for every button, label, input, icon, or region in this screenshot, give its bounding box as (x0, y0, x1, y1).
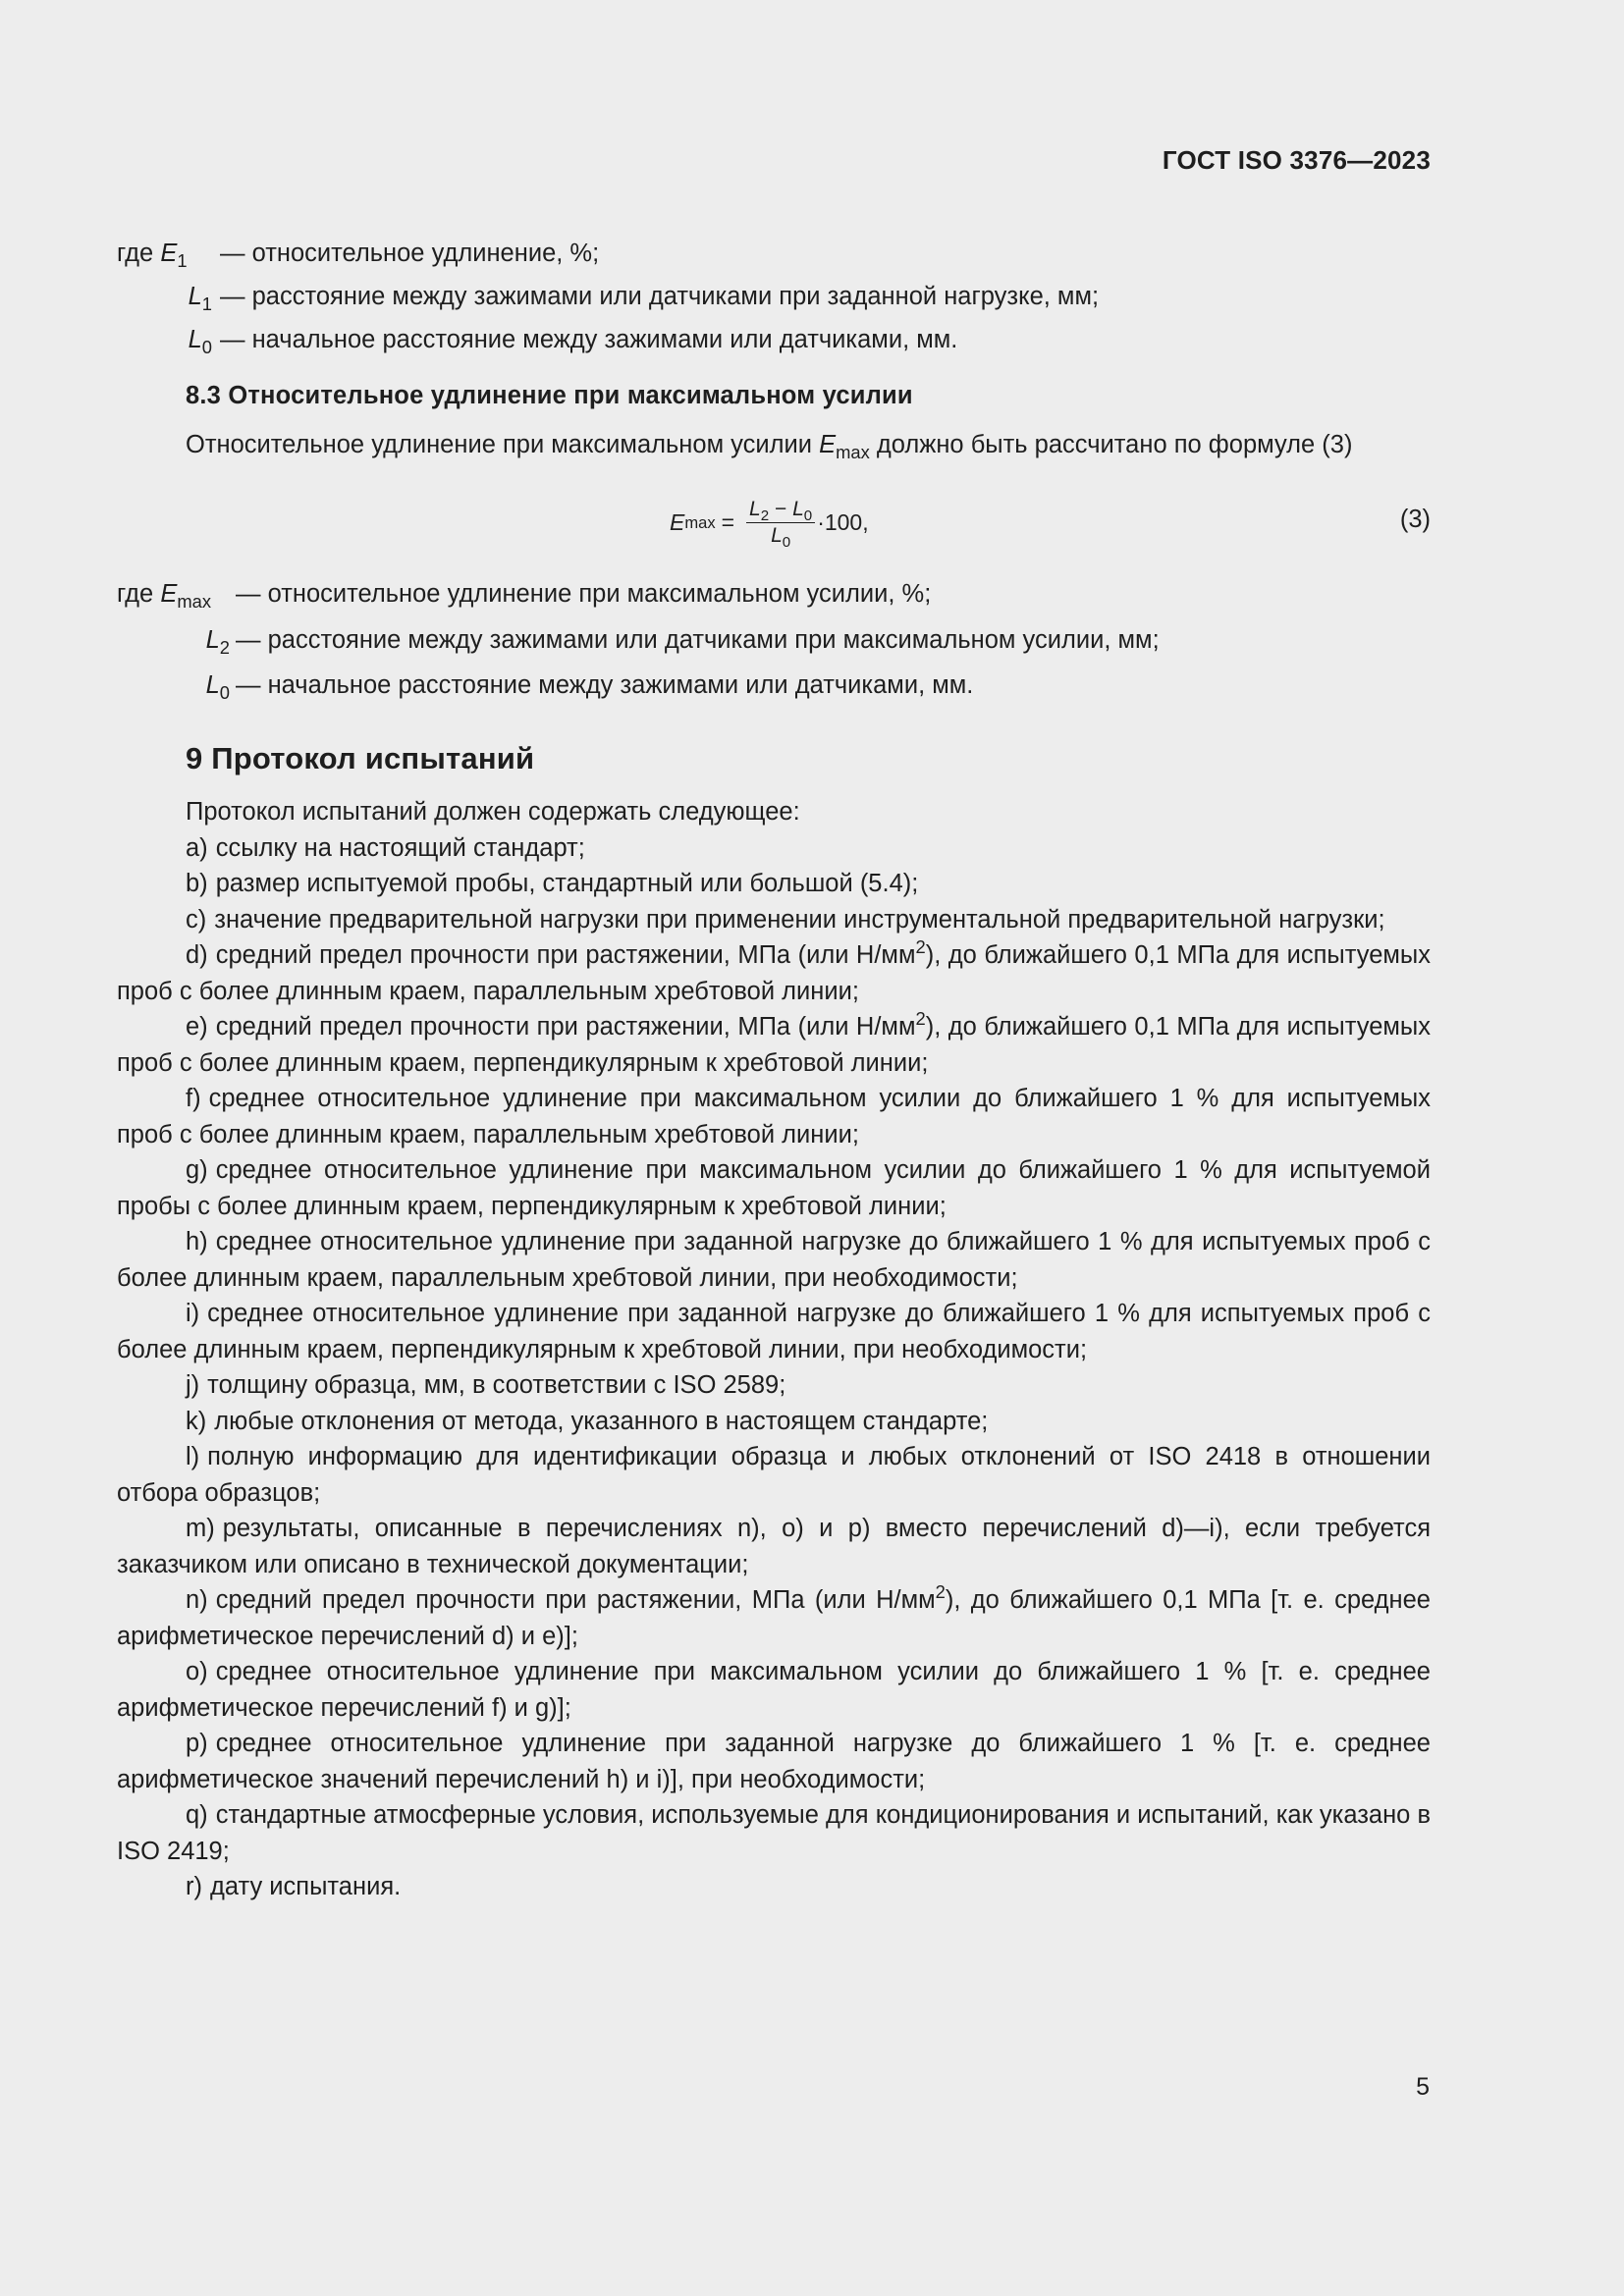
legend-symbol-sub: 1 (177, 249, 188, 271)
numerator-var: L (792, 498, 804, 520)
legend-symbol: L (188, 283, 202, 310)
legend-entry (117, 236, 1431, 272)
list-item-text: средний предел прочности при растяжении, МПа (или Н/мм (215, 1586, 936, 1614)
list-item-text: среднее относительное удлинение при заданной нагрузке до ближайшего 1 % [т. е. среднее арифметическое значений перечислений h) и i)], при необходимости; (117, 1730, 1431, 1793)
list-item (117, 866, 1431, 902)
list-item-label: g) (186, 1156, 208, 1184)
list-item-text: ), до ближайшего 0,1 МПа для испытуемых проб с более длинным краем, параллельным хребтовой линии; (117, 941, 1431, 1005)
list-item (117, 830, 1431, 867)
legend-entry (117, 322, 1431, 358)
list-item-text: ), до ближайшего 0,1 МПа для испытуемых проб с более длинным краем, перпендикулярным к хребтовой линии; (117, 1013, 1431, 1077)
subsection-paragraph (117, 427, 1431, 463)
list-item-text: любые отклонения от метода, указанного в настоящем стандарте; (214, 1407, 989, 1435)
legend-desc: — начальное расстояние между зажимами или датчиками, мм. (220, 326, 958, 353)
legend-desc: — расстояние между зажимами или датчиками при максимальном усилии, мм; (236, 625, 1160, 654)
list-item-text: ссылку на настоящий стандарт; (215, 833, 585, 862)
numerator-var: L (749, 498, 761, 520)
paragraph-symbol-sub: max (836, 441, 870, 462)
list-item-label: m) (186, 1515, 215, 1542)
list-item (117, 937, 1431, 1009)
fraction-numerator (746, 498, 815, 523)
list-item (117, 1654, 1431, 1726)
formula-legend-2 (117, 576, 1431, 704)
list-item-label: d) (186, 941, 208, 969)
list-item-text: среднее относительное удлинение при максимальном усилии до ближайшего 1 % для испытуемой пробы с более длинным краем, перпендикулярным к хребтовой линии; (117, 1156, 1431, 1220)
list-item (117, 1726, 1431, 1797)
legend-desc: — относительное удлинение при максимальном усилии, %; (236, 580, 932, 608)
equation-number: (3) (1399, 506, 1431, 533)
list-item (117, 902, 1431, 938)
list-item-text: размер испытуемой пробы, стандартный или большой (5.4); (215, 870, 919, 897)
formula-equals: = (721, 509, 735, 536)
list-item-text: результаты, описанные в перечислениях n), o) и p) вместо перечислений d)—i), если требуется заказчиком или описано в технической документации; (117, 1515, 1431, 1578)
list-item (117, 1869, 1431, 1905)
unit-superscript: 2 (915, 1007, 926, 1029)
paragraph-text: должно быть рассчитано по формуле (3) (876, 431, 1353, 458)
unit-superscript: 2 (935, 1580, 946, 1602)
legend-desc: — относительное удлинение, %; (220, 240, 600, 267)
legend-symbol-sub: 1 (201, 293, 212, 314)
list-item-label: r) (186, 1873, 202, 1900)
legend-symbol: L (205, 625, 220, 654)
list-item-text: среднее относительное удлинение при максимальном усилии до ближайшего 1 % для испытуемых проб с более длинным краем, параллельным хребтовой линии; (117, 1085, 1431, 1148)
legend-symbol: L (188, 326, 202, 353)
list-item (117, 1439, 1431, 1511)
formula-legend-1 (117, 236, 1431, 358)
list-item (117, 1404, 1431, 1440)
list-item (117, 1152, 1431, 1224)
list-item-label: k) (186, 1407, 207, 1435)
legend-symbol-sub: max (177, 590, 212, 612)
list-item-label: i) (186, 1300, 200, 1327)
legend-symbol-sub: 2 (219, 636, 230, 658)
list-item-text: среднее относительное удлинение при заданной нагрузке до ближайшего 1 % для испытуемых проб с более длинным краем, параллельным хребтовой линии, при необходимости; (117, 1228, 1431, 1292)
denominator-var-sub: 0 (782, 533, 791, 551)
list-item-text: дату испытания. (209, 1873, 402, 1900)
legend-desc: — начальное расстояние между зажимами или датчиками, мм. (236, 671, 974, 699)
formula-lhs: E (670, 509, 685, 536)
formula-fraction (746, 498, 815, 551)
page-content (117, 236, 1431, 1905)
list-item-text: средний предел прочности при растяжении, МПа (или Н/мм (215, 941, 916, 969)
numerator-var-sub: 0 (803, 507, 813, 524)
formula-block (117, 488, 1431, 568)
list-item (117, 1367, 1431, 1404)
standard-code-header: ГОСТ ISO 3376—2023 (1162, 145, 1431, 175)
legend-lead-word: где (117, 240, 154, 267)
legend-entry (117, 622, 1431, 659)
minus-sign: − (774, 498, 787, 520)
list-item (117, 1582, 1431, 1654)
denominator-var: L (771, 524, 783, 547)
list-item-label: j) (186, 1371, 200, 1399)
unit-superscript: 2 (915, 935, 926, 957)
list-item-text: значение предварительной нагрузки при применении инструментальной предварительной нагрузки; (214, 905, 1385, 934)
page-number: 5 (1416, 2073, 1430, 2101)
fraction-denominator (771, 523, 791, 551)
list-item-label: e) (186, 1013, 208, 1041)
list-item-label: f) (186, 1085, 201, 1112)
legend-lead-word: где (117, 580, 154, 608)
paragraph-text: Относительное удлинение при максимальном усилии (186, 431, 813, 458)
list-item-label: l) (186, 1443, 200, 1470)
list-item (117, 1296, 1431, 1367)
list-item-text: ), до ближайшего 0,1 МПа [т. е. среднее арифметическое перечислений d) и e)]; (117, 1586, 1431, 1650)
list-item (117, 1224, 1431, 1296)
list-item-label: n) (186, 1586, 208, 1614)
legend-symbol: L (205, 671, 220, 699)
list-item-label: h) (186, 1228, 208, 1255)
legend-entry (117, 576, 1431, 613)
legend-symbol: E (160, 580, 178, 608)
legend-desc: — расстояние между зажимами или датчиками при заданной нагрузке, мм; (220, 283, 1100, 310)
list-item-text: полную информацию для идентификации образца и любых отклонений от ISO 2418 в отношении отбора образцов; (117, 1443, 1431, 1507)
section-heading: 9 Протокол испытаний (186, 740, 535, 775)
list-item-text: стандартные атмосферные условия, используемые для кондиционирования и испытаний, как указано в ISO 2419; (117, 1801, 1431, 1865)
list-item-text: среднее относительное удлинение при заданной нагрузке до ближайшего 1 % для испытуемых проб с более длинным краем, перпендикулярным к хребтовой линии, при необходимости; (117, 1300, 1431, 1363)
list-item (117, 1081, 1431, 1152)
protocol-list (117, 830, 1431, 1905)
list-item-label: p) (186, 1730, 208, 1757)
legend-symbol-sub: 0 (201, 336, 212, 357)
numerator-var-sub: 2 (760, 507, 770, 524)
list-item (117, 1797, 1431, 1869)
list-item-label: o) (186, 1658, 208, 1685)
formula-factor: ·100, (817, 509, 869, 536)
list-item-label: b) (186, 870, 208, 897)
subsection-heading: 8.3 Относительное удлинение при максимальном усилии (186, 381, 913, 409)
list-item-label: a) (186, 833, 208, 862)
list-item-label: q) (186, 1801, 208, 1829)
paragraph-symbol: E (819, 431, 837, 458)
list-item-label: c) (186, 905, 207, 934)
list-item-text: средний предел прочности при растяжении, МПа (или Н/мм (215, 1013, 916, 1041)
list-item-text: среднее относительное удлинение при максимальном усилии до ближайшего 1 % [т. е. среднее арифметическое перечислений f) и g)]; (117, 1658, 1431, 1722)
list-item (117, 1009, 1431, 1081)
section-intro: Протокол испытаний должен содержать следующее: (186, 798, 800, 826)
list-item-text: толщину образца, мм, в соответствии с ISO 2589; (207, 1371, 786, 1399)
legend-symbol: E (160, 240, 178, 267)
legend-entry (117, 279, 1431, 315)
list-item (117, 1511, 1431, 1582)
legend-entry (117, 667, 1431, 704)
formula: E max = $\frac{L_2 - L_0}{L_0}$ ·100, (670, 498, 869, 551)
legend-symbol-sub: 0 (219, 681, 230, 703)
